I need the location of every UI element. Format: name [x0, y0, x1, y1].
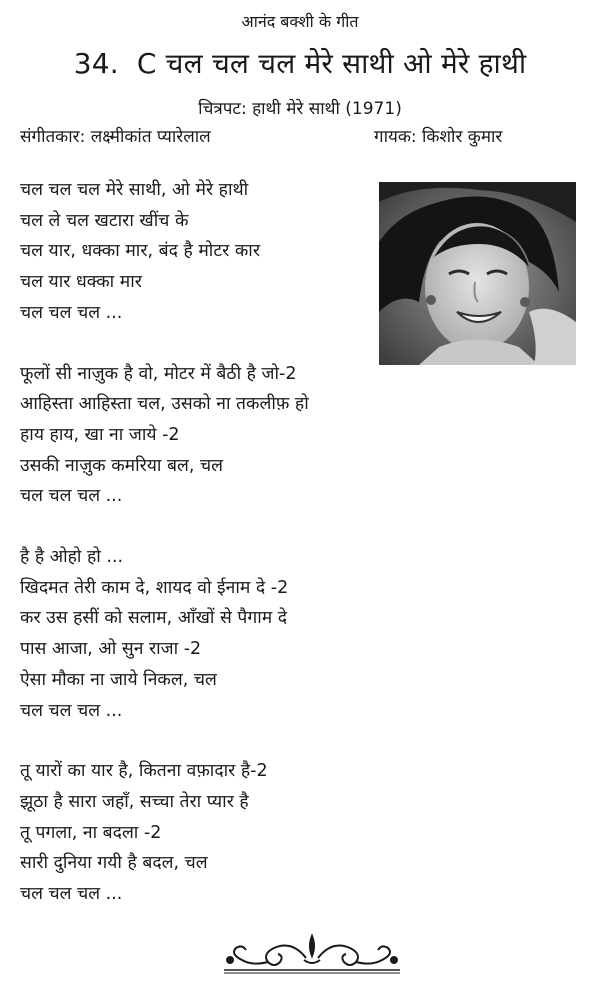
- stanza: [20, 175, 440, 329]
- lyric-line: चल यार धक्का मार: [20, 272, 142, 293]
- song-title: [0, 44, 600, 82]
- lyric-line: चल ले चल खटारा खींच के: [20, 210, 189, 231]
- stanza: [20, 359, 440, 513]
- film-info: चित्रपट: हाथी मेरे साथी (1971): [198, 99, 402, 119]
- lyric-line: चल चल चल मेरे साथी, ओ मेरे हाथी: [20, 180, 249, 200]
- lyric-line: झूठा है सारा जहाँ, सच्चा तेरा प्यार है: [20, 791, 249, 812]
- lyric-line: तू यारों का यार है, कितना वफ़ादार है-2: [20, 761, 268, 782]
- composer-credit: संगीतकार: लक्ष्मीकांत प्यारेलाल: [20, 127, 211, 147]
- lyric-line: चल चल चल ...: [20, 700, 123, 721]
- lyric-line: चल चल चल ...: [20, 302, 123, 323]
- lyrics: [20, 175, 440, 940]
- stanza: [20, 542, 440, 726]
- lyric-line: हाय हाय, खा ना जाये -2: [20, 424, 180, 445]
- decorative-flourish: [222, 930, 402, 976]
- stanza: [20, 756, 440, 910]
- book-series-header: आनंद बक्शी के गीत: [241, 12, 359, 31]
- lyric-line: फूलों सी नाज़ुक है वो, मोटर में बैठी है जो-2: [20, 363, 297, 384]
- lyric-line: तू पगला, ना बदला -2: [20, 822, 162, 843]
- lyric-line: खिदमत तेरी काम दे, शायद वो ईनाम दे -2: [20, 577, 289, 598]
- lyric-line: चल यार, धक्का मार, बंद है मोटर कार: [20, 241, 260, 262]
- lyric-line: चल चल चल ...: [20, 486, 123, 507]
- song-number: 34.: [73, 47, 119, 80]
- flourish-icon: [222, 930, 402, 976]
- lyric-line: चल चल चल ...: [20, 884, 123, 905]
- lyric-line: उसकी नाज़ुक कमरिया बल, चल: [20, 455, 223, 476]
- lyric-line: ऐसा मौका ना जाये निकल, चल: [20, 669, 217, 690]
- portrait-illustration: [379, 182, 576, 365]
- singer-credit: गायक: किशोर कुमार: [374, 127, 503, 147]
- lyric-line: कर उस हसीं को सलाम, आँखों से पैगाम दे: [20, 608, 288, 629]
- song-title-text: C चल चल चल मेरे साथी ओ मेरे हाथी: [136, 47, 527, 80]
- lyric-line: आहिस्ता आहिस्ता चल, उसको ना तकलीफ़ हो: [20, 394, 309, 415]
- lyric-line: पास आजा, ओ सुन राजा -2: [20, 639, 202, 660]
- lyric-line: सारी दुनिया गयी है बदल, चल: [20, 853, 208, 874]
- actress-photo: [379, 182, 576, 365]
- lyric-line: है है ओहो हो ...: [20, 547, 124, 568]
